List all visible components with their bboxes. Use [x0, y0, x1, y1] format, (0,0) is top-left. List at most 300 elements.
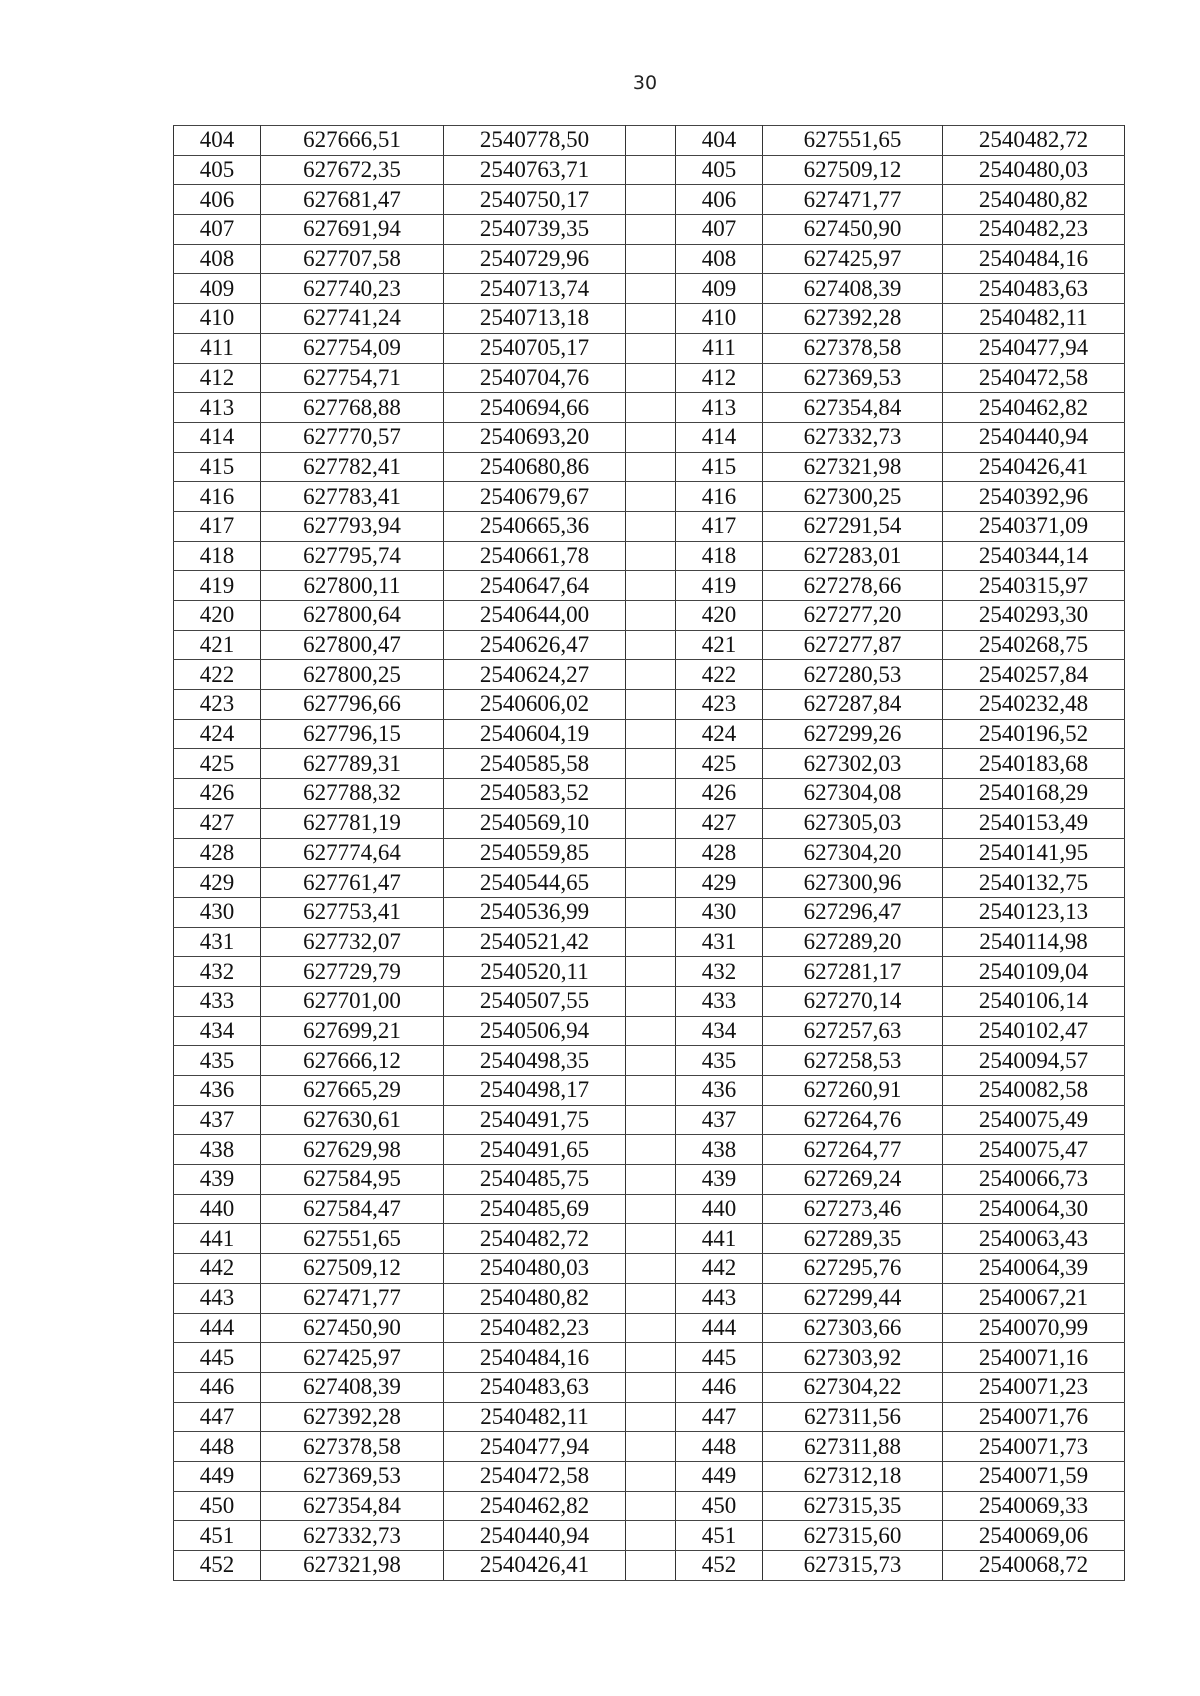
point-number-left: 448	[174, 1432, 261, 1462]
point-number-right: 442	[676, 1254, 763, 1284]
y-coordinate-left: 2540705,17	[444, 333, 626, 363]
y-coordinate-left: 2540477,94	[444, 1432, 626, 1462]
x-coordinate-right: 627280,53	[763, 660, 943, 690]
table-row	[174, 393, 1125, 423]
x-coordinate-right: 627378,58	[763, 333, 943, 363]
spacer-cell	[626, 1135, 676, 1165]
y-coordinate-right: 2540482,72	[943, 126, 1125, 156]
point-number-left: 422	[174, 660, 261, 690]
x-coordinate-left: 627754,09	[261, 333, 444, 363]
y-coordinate-left: 2540483,63	[444, 1372, 626, 1402]
point-number-right: 452	[676, 1551, 763, 1581]
table-row	[174, 1283, 1125, 1313]
x-coordinate-right: 627281,17	[763, 957, 943, 987]
x-coordinate-right: 627354,84	[763, 393, 943, 423]
point-number-left: 431	[174, 927, 261, 957]
x-coordinate-left: 627783,41	[261, 482, 444, 512]
point-number-right: 443	[676, 1283, 763, 1313]
y-coordinate-right: 2540232,48	[943, 690, 1125, 720]
x-coordinate-left: 627793,94	[261, 511, 444, 541]
point-number-right: 438	[676, 1135, 763, 1165]
y-coordinate-left: 2540520,11	[444, 957, 626, 987]
x-coordinate-left: 627754,71	[261, 363, 444, 393]
spacer-cell	[626, 155, 676, 185]
x-coordinate-right: 627392,28	[763, 304, 943, 334]
y-coordinate-right: 2540070,99	[943, 1313, 1125, 1343]
point-number-right: 416	[676, 482, 763, 512]
point-number-right: 447	[676, 1402, 763, 1432]
x-coordinate-right: 627289,35	[763, 1224, 943, 1254]
y-coordinate-right: 2540257,84	[943, 660, 1125, 690]
spacer-cell	[626, 1016, 676, 1046]
table-row	[174, 690, 1125, 720]
x-coordinate-left: 627666,12	[261, 1046, 444, 1076]
y-coordinate-right: 2540183,68	[943, 749, 1125, 779]
y-coordinate-right: 2540109,04	[943, 957, 1125, 987]
y-coordinate-left: 2540507,55	[444, 986, 626, 1016]
point-number-right: 450	[676, 1491, 763, 1521]
point-number-left: 414	[174, 422, 261, 452]
x-coordinate-right: 627300,25	[763, 482, 943, 512]
point-number-right: 446	[676, 1372, 763, 1402]
y-coordinate-right: 2540069,33	[943, 1491, 1125, 1521]
point-number-left: 430	[174, 897, 261, 927]
y-coordinate-right: 2540344,14	[943, 541, 1125, 571]
spacer-cell	[626, 927, 676, 957]
spacer-cell	[626, 1105, 676, 1135]
x-coordinate-right: 627269,24	[763, 1165, 943, 1195]
point-number-left: 420	[174, 601, 261, 631]
point-number-left: 417	[174, 511, 261, 541]
y-coordinate-right: 2540472,58	[943, 363, 1125, 393]
point-number-right: 445	[676, 1343, 763, 1373]
x-coordinate-right: 627425,97	[763, 244, 943, 274]
point-number-right: 410	[676, 304, 763, 334]
point-number-left: 415	[174, 452, 261, 482]
table-row	[174, 838, 1125, 868]
x-coordinate-right: 627321,98	[763, 452, 943, 482]
point-number-left: 411	[174, 333, 261, 363]
table-row	[174, 155, 1125, 185]
x-coordinate-left: 627378,58	[261, 1432, 444, 1462]
spacer-cell	[626, 452, 676, 482]
x-coordinate-right: 627273,46	[763, 1194, 943, 1224]
table-row	[174, 1432, 1125, 1462]
x-coordinate-right: 627315,73	[763, 1551, 943, 1581]
point-number-right: 419	[676, 571, 763, 601]
point-number-left: 443	[174, 1283, 261, 1313]
spacer-cell	[626, 1343, 676, 1373]
x-coordinate-left: 627753,41	[261, 897, 444, 927]
y-coordinate-left: 2540750,17	[444, 185, 626, 215]
spacer-cell	[626, 1432, 676, 1462]
point-number-left: 438	[174, 1135, 261, 1165]
x-coordinate-left: 627768,88	[261, 393, 444, 423]
point-number-left: 433	[174, 986, 261, 1016]
point-number-left: 447	[174, 1402, 261, 1432]
y-coordinate-right: 2540480,03	[943, 155, 1125, 185]
point-number-left: 406	[174, 185, 261, 215]
spacer-cell	[626, 126, 676, 156]
y-coordinate-right: 2540114,98	[943, 927, 1125, 957]
point-number-left: 407	[174, 215, 261, 245]
x-coordinate-right: 627471,77	[763, 185, 943, 215]
y-coordinate-left: 2540426,41	[444, 1551, 626, 1581]
y-coordinate-right: 2540141,95	[943, 838, 1125, 868]
y-coordinate-left: 2540604,19	[444, 719, 626, 749]
x-coordinate-left: 627630,61	[261, 1105, 444, 1135]
point-number-right: 405	[676, 155, 763, 185]
y-coordinate-right: 2540315,97	[943, 571, 1125, 601]
spacer-cell	[626, 1402, 676, 1432]
point-number-right: 404	[676, 126, 763, 156]
x-coordinate-left: 627800,64	[261, 601, 444, 631]
point-number-left: 450	[174, 1491, 261, 1521]
x-coordinate-left: 627665,29	[261, 1076, 444, 1106]
point-number-left: 413	[174, 393, 261, 423]
spacer-cell	[626, 660, 676, 690]
table-row	[174, 571, 1125, 601]
spacer-cell	[626, 1461, 676, 1491]
spacer-cell	[626, 808, 676, 838]
spacer-cell	[626, 897, 676, 927]
table-row	[174, 1165, 1125, 1195]
table-row	[174, 749, 1125, 779]
x-coordinate-left: 627796,66	[261, 690, 444, 720]
x-coordinate-right: 627551,65	[763, 126, 943, 156]
y-coordinate-right: 2540484,16	[943, 244, 1125, 274]
point-number-left: 442	[174, 1254, 261, 1284]
point-number-right: 432	[676, 957, 763, 987]
x-coordinate-right: 627299,26	[763, 719, 943, 749]
x-coordinate-right: 627408,39	[763, 274, 943, 304]
y-coordinate-left: 2540713,74	[444, 274, 626, 304]
table-row	[174, 1224, 1125, 1254]
y-coordinate-left: 2540583,52	[444, 779, 626, 809]
spacer-cell	[626, 511, 676, 541]
point-number-right: 451	[676, 1521, 763, 1551]
x-coordinate-right: 627264,77	[763, 1135, 943, 1165]
y-coordinate-left: 2540569,10	[444, 808, 626, 838]
point-number-right: 437	[676, 1105, 763, 1135]
point-number-left: 441	[174, 1224, 261, 1254]
x-coordinate-right: 627257,63	[763, 1016, 943, 1046]
point-number-left: 409	[174, 274, 261, 304]
y-coordinate-left: 2540491,75	[444, 1105, 626, 1135]
table-row	[174, 986, 1125, 1016]
x-coordinate-right: 627315,60	[763, 1521, 943, 1551]
y-coordinate-left: 2540626,47	[444, 630, 626, 660]
y-coordinate-left: 2540694,66	[444, 393, 626, 423]
table-row	[174, 126, 1125, 156]
point-number-right: 425	[676, 749, 763, 779]
y-coordinate-left: 2540498,35	[444, 1046, 626, 1076]
table-row	[174, 927, 1125, 957]
point-number-right: 409	[676, 274, 763, 304]
table-row	[174, 1135, 1125, 1165]
point-number-right: 436	[676, 1076, 763, 1106]
y-coordinate-left: 2540440,94	[444, 1521, 626, 1551]
y-coordinate-right: 2540071,76	[943, 1402, 1125, 1432]
y-coordinate-right: 2540196,52	[943, 719, 1125, 749]
y-coordinate-left: 2540482,72	[444, 1224, 626, 1254]
y-coordinate-left: 2540661,78	[444, 541, 626, 571]
x-coordinate-right: 627258,53	[763, 1046, 943, 1076]
point-number-left: 432	[174, 957, 261, 987]
x-coordinate-left: 627701,00	[261, 986, 444, 1016]
y-coordinate-left: 2540485,75	[444, 1165, 626, 1195]
y-coordinate-left: 2540739,35	[444, 215, 626, 245]
spacer-cell	[626, 393, 676, 423]
table-row	[174, 541, 1125, 571]
y-coordinate-left: 2540485,69	[444, 1194, 626, 1224]
table-row	[174, 1254, 1125, 1284]
y-coordinate-right: 2540064,39	[943, 1254, 1125, 1284]
point-number-right: 421	[676, 630, 763, 660]
x-coordinate-left: 627800,47	[261, 630, 444, 660]
x-coordinate-left: 627788,32	[261, 779, 444, 809]
y-coordinate-left: 2540680,86	[444, 452, 626, 482]
coordinates-table-body	[174, 126, 1125, 1581]
x-coordinate-right: 627289,20	[763, 927, 943, 957]
x-coordinate-right: 627311,56	[763, 1402, 943, 1432]
y-coordinate-right: 2540094,57	[943, 1046, 1125, 1076]
point-number-right: 439	[676, 1165, 763, 1195]
x-coordinate-left: 627666,51	[261, 126, 444, 156]
y-coordinate-left: 2540536,99	[444, 897, 626, 927]
x-coordinate-left: 627509,12	[261, 1254, 444, 1284]
x-coordinate-left: 627699,21	[261, 1016, 444, 1046]
table-row	[174, 660, 1125, 690]
x-coordinate-left: 627761,47	[261, 868, 444, 898]
x-coordinate-right: 627369,53	[763, 363, 943, 393]
y-coordinate-right: 2540480,82	[943, 185, 1125, 215]
x-coordinate-left: 627425,97	[261, 1343, 444, 1373]
point-number-right: 412	[676, 363, 763, 393]
y-coordinate-left: 2540480,03	[444, 1254, 626, 1284]
table-row	[174, 482, 1125, 512]
x-coordinate-left: 627691,94	[261, 215, 444, 245]
x-coordinate-right: 627295,76	[763, 1254, 943, 1284]
point-number-left: 446	[174, 1372, 261, 1402]
y-coordinate-right: 2540075,47	[943, 1135, 1125, 1165]
y-coordinate-left: 2540606,02	[444, 690, 626, 720]
x-coordinate-left: 627321,98	[261, 1551, 444, 1581]
table-row	[174, 779, 1125, 809]
point-number-left: 437	[174, 1105, 261, 1135]
point-number-left: 427	[174, 808, 261, 838]
y-coordinate-left: 2540482,23	[444, 1313, 626, 1343]
y-coordinate-right: 2540462,82	[943, 393, 1125, 423]
table-row	[174, 1521, 1125, 1551]
y-coordinate-left: 2540713,18	[444, 304, 626, 334]
y-coordinate-left: 2540480,82	[444, 1283, 626, 1313]
point-number-right: 413	[676, 393, 763, 423]
spacer-cell	[626, 1551, 676, 1581]
y-coordinate-right: 2540132,75	[943, 868, 1125, 898]
point-number-left: 408	[174, 244, 261, 274]
x-coordinate-left: 627392,28	[261, 1402, 444, 1432]
spacer-cell	[626, 482, 676, 512]
spacer-cell	[626, 779, 676, 809]
point-number-right: 441	[676, 1224, 763, 1254]
table-row	[174, 185, 1125, 215]
table-row	[174, 215, 1125, 245]
spacer-cell	[626, 541, 676, 571]
table-row	[174, 1343, 1125, 1373]
table-row	[174, 1313, 1125, 1343]
table-row	[174, 601, 1125, 631]
table-row	[174, 363, 1125, 393]
y-coordinate-left: 2540462,82	[444, 1491, 626, 1521]
table-row	[174, 333, 1125, 363]
table-row	[174, 1372, 1125, 1402]
spacer-cell	[626, 1313, 676, 1343]
y-coordinate-right: 2540482,23	[943, 215, 1125, 245]
point-number-left: 416	[174, 482, 261, 512]
table-row	[174, 630, 1125, 660]
spacer-cell	[626, 1521, 676, 1551]
point-number-left: 444	[174, 1313, 261, 1343]
point-number-right: 408	[676, 244, 763, 274]
point-number-right: 429	[676, 868, 763, 898]
table-row	[174, 452, 1125, 482]
x-coordinate-right: 627303,92	[763, 1343, 943, 1373]
spacer-cell	[626, 1254, 676, 1284]
y-coordinate-right: 2540075,49	[943, 1105, 1125, 1135]
point-number-left: 435	[174, 1046, 261, 1076]
point-number-right: 414	[676, 422, 763, 452]
point-number-right: 444	[676, 1313, 763, 1343]
y-coordinate-left: 2540484,16	[444, 1343, 626, 1373]
x-coordinate-left: 627707,58	[261, 244, 444, 274]
point-number-right: 424	[676, 719, 763, 749]
spacer-cell	[626, 274, 676, 304]
spacer-cell	[626, 838, 676, 868]
y-coordinate-right: 2540268,75	[943, 630, 1125, 660]
x-coordinate-left: 627672,35	[261, 155, 444, 185]
spacer-cell	[626, 304, 676, 334]
spacer-cell	[626, 244, 676, 274]
y-coordinate-left: 2540498,17	[444, 1076, 626, 1106]
y-coordinate-left: 2540491,65	[444, 1135, 626, 1165]
table-row	[174, 1551, 1125, 1581]
spacer-cell	[626, 1283, 676, 1313]
y-coordinate-right: 2540168,29	[943, 779, 1125, 809]
spacer-cell	[626, 690, 676, 720]
y-coordinate-right: 2540106,14	[943, 986, 1125, 1016]
spacer-cell	[626, 215, 676, 245]
point-number-right: 430	[676, 897, 763, 927]
y-coordinate-right: 2540293,30	[943, 601, 1125, 631]
point-number-right: 423	[676, 690, 763, 720]
x-coordinate-left: 627770,57	[261, 422, 444, 452]
x-coordinate-left: 627369,53	[261, 1461, 444, 1491]
y-coordinate-right: 2540102,47	[943, 1016, 1125, 1046]
y-coordinate-left: 2540647,64	[444, 571, 626, 601]
y-coordinate-right: 2540069,06	[943, 1521, 1125, 1551]
point-number-right: 426	[676, 779, 763, 809]
y-coordinate-left: 2540644,00	[444, 601, 626, 631]
x-coordinate-right: 627304,08	[763, 779, 943, 809]
spacer-cell	[626, 749, 676, 779]
x-coordinate-left: 627800,11	[261, 571, 444, 601]
point-number-left: 452	[174, 1551, 261, 1581]
y-coordinate-left: 2540763,71	[444, 155, 626, 185]
y-coordinate-left: 2540482,11	[444, 1402, 626, 1432]
x-coordinate-right: 627302,03	[763, 749, 943, 779]
spacer-cell	[626, 571, 676, 601]
point-number-right: 440	[676, 1194, 763, 1224]
point-number-left: 434	[174, 1016, 261, 1046]
x-coordinate-right: 627291,54	[763, 511, 943, 541]
point-number-left: 449	[174, 1461, 261, 1491]
x-coordinate-left: 627681,47	[261, 185, 444, 215]
x-coordinate-right: 627283,01	[763, 541, 943, 571]
x-coordinate-left: 627796,15	[261, 719, 444, 749]
point-number-right: 434	[676, 1016, 763, 1046]
table-row	[174, 868, 1125, 898]
table-row	[174, 1491, 1125, 1521]
table-row	[174, 1402, 1125, 1432]
x-coordinate-left: 627450,90	[261, 1313, 444, 1343]
table-row	[174, 897, 1125, 927]
point-number-left: 412	[174, 363, 261, 393]
point-number-left: 405	[174, 155, 261, 185]
point-number-right: 415	[676, 452, 763, 482]
x-coordinate-right: 627304,22	[763, 1372, 943, 1402]
spacer-cell	[626, 1076, 676, 1106]
y-coordinate-right: 2540426,41	[943, 452, 1125, 482]
spacer-cell	[626, 185, 676, 215]
y-coordinate-right: 2540482,11	[943, 304, 1125, 334]
point-number-left: 425	[174, 749, 261, 779]
x-coordinate-right: 627260,91	[763, 1076, 943, 1106]
point-number-left: 428	[174, 838, 261, 868]
x-coordinate-left: 627732,07	[261, 927, 444, 957]
point-number-right: 431	[676, 927, 763, 957]
y-coordinate-left: 2540544,65	[444, 868, 626, 898]
x-coordinate-right: 627296,47	[763, 897, 943, 927]
spacer-cell	[626, 422, 676, 452]
x-coordinate-left: 627782,41	[261, 452, 444, 482]
y-coordinate-left: 2540506,94	[444, 1016, 626, 1046]
x-coordinate-right: 627278,66	[763, 571, 943, 601]
spacer-cell	[626, 1046, 676, 1076]
point-number-left: 424	[174, 719, 261, 749]
point-number-right: 407	[676, 215, 763, 245]
x-coordinate-right: 627277,20	[763, 601, 943, 631]
x-coordinate-left: 627332,73	[261, 1521, 444, 1551]
table-row	[174, 304, 1125, 334]
x-coordinate-left: 627551,65	[261, 1224, 444, 1254]
x-coordinate-left: 627354,84	[261, 1491, 444, 1521]
table-row	[174, 1016, 1125, 1046]
table-row	[174, 422, 1125, 452]
x-coordinate-right: 627299,44	[763, 1283, 943, 1313]
point-number-left: 426	[174, 779, 261, 809]
y-coordinate-right: 2540068,72	[943, 1551, 1125, 1581]
y-coordinate-right: 2540067,21	[943, 1283, 1125, 1313]
point-number-left: 410	[174, 304, 261, 334]
spacer-cell	[626, 1491, 676, 1521]
table-row	[174, 1194, 1125, 1224]
x-coordinate-left: 627408,39	[261, 1372, 444, 1402]
table-row	[174, 511, 1125, 541]
table-row	[174, 808, 1125, 838]
y-coordinate-right: 2540071,23	[943, 1372, 1125, 1402]
point-number-right: 417	[676, 511, 763, 541]
